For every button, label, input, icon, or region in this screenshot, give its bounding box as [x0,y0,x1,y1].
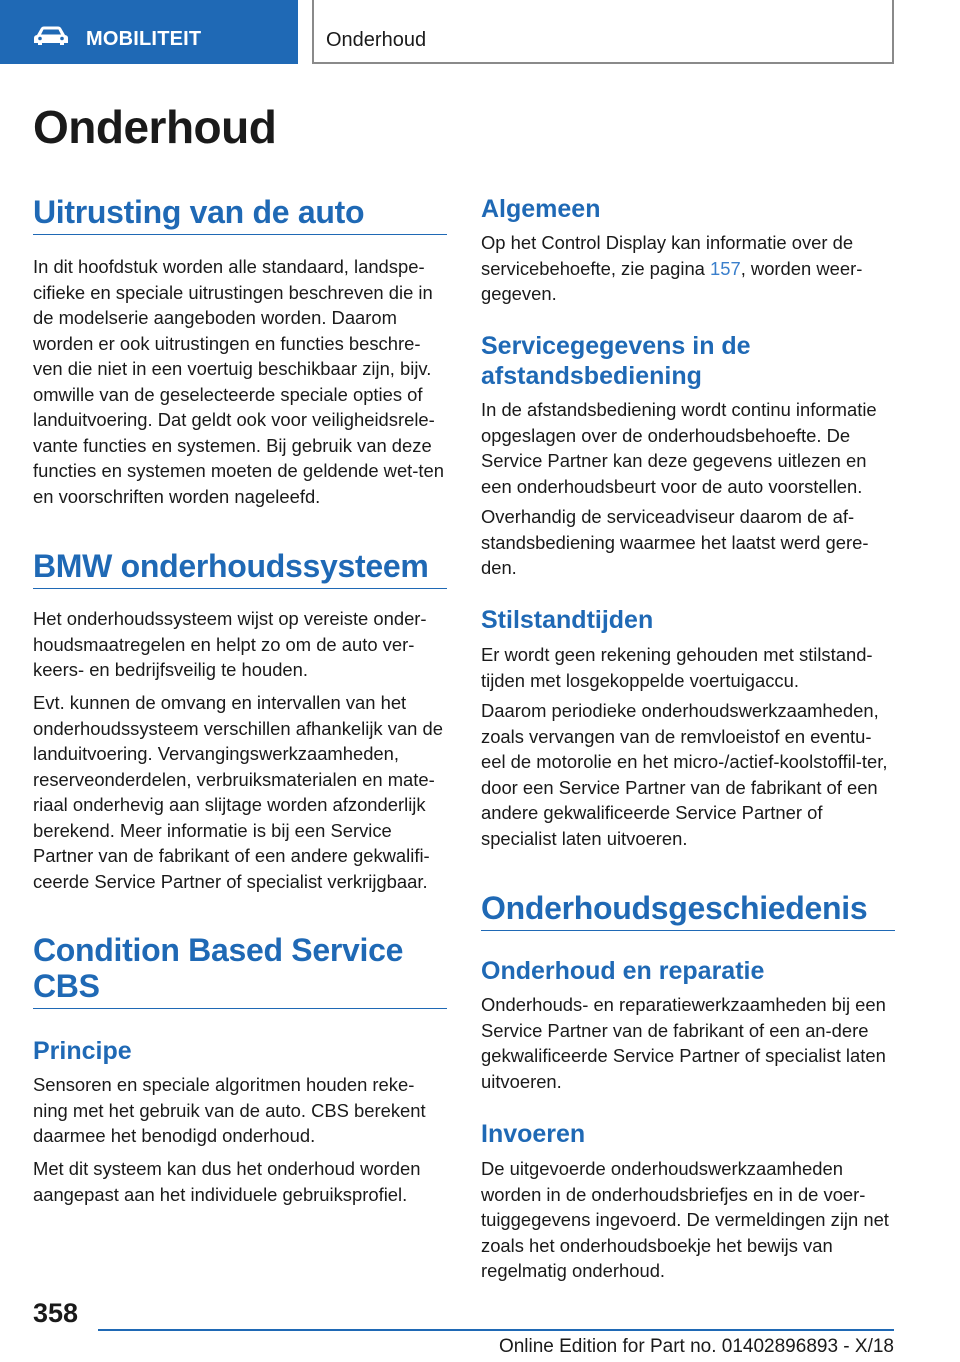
paragraph-principe-2: Met dit systeem kan dus het onderhoud worden aangepast aan het individuele gebruiksprofiel. [33,1158,421,1205]
paragraph-service-2: Overhandig de serviceadviseur daarom de af-standsbediening waarmee het laatst werd gere-den. [481,506,869,578]
section-header [312,0,894,64]
paragraph-bmw-1: Het onderhoudssysteem wijst op vereiste onder-houdsmaatregelen en helpt zo om de auto ver-keers- en bedrijfsveilig te houden. [33,608,427,680]
paragraph-stil-1: Er wordt geen rekening gehouden met stilstand-tijden met losgekoppelde voertuigaccu. [481,644,873,691]
chapter-tab-label: MOBILITEIT [86,28,202,50]
car-icon [33,26,69,46]
paragraph-algemeen-b: , worden weer-gegeven. [481,257,863,304]
footer-divider [98,1329,894,1331]
footer-edition: Online Edition for Part no. 01402896893 - X/18 [498,1336,894,1357]
heading-invoeren: Invoeren [481,1120,586,1148]
page-title: Onderhoud [33,101,277,153]
heading-stilstandtijden: Stilstandtijden [481,606,654,634]
page-link-157[interactable]: 157 [710,257,741,279]
paragraph-bmw-2: Evt. kunnen de omvang en intervallen van het onderhoudssysteem verschillen afhankelijk van de landuitvoering. Vervangingswerkzaamheden, reserveonderdelen, verbruiksmaterialen en mate-riaal onderhevig aan slijtage worden afzonderlijk berekend. Meer informatie is bij een Service Partner van de fabrikant of een andere gekwalifi-ceerde Service Partner of specialist verkrijgbaar. [33,692,443,892]
heading-onderhoud-en-reparatie: Onderhoud en reparatie [481,957,765,985]
paragraph-service-1: In de afstandsbediening wordt continu informatie opgeslagen over de onderhoudsbehoefte. De Service Partner kan deze gegevens uitlezen en een onderhoudsbeurt voor de auto voorstellen. [481,399,877,497]
paragraph-uitrusting: In dit hoofdstuk worden alle standaard, landspe-cifieke en speciale uitrustingen beschreven die in de modelserie aangeboden worden. Daarom worden er ook uitrustingen en functies beschre-ven die niet in een voertuig beschikbaar zijn, bijv. omwille van de geselecteerde speciale opties of landuitvoering. Dat geldt ook voor veiligheidsrele-vante functies en systemen. Bij gebruik van deze functies en systemen moeten de geldende wet-ten en voorschriften worden nageleefd. [33,256,444,507]
paragraph-principe-1: Sensoren en speciale algoritmen houden reke-ning met het gebruik van de auto. CBS berekent daarmee het benodigd onderhoud. [33,1074,426,1146]
heading-onderhoudsgeschiedenis: Onderhoudsgeschiedenis [481,890,895,931]
heading-uitrusting: Uitrusting van de auto [33,194,447,235]
paragraph-reparatie: Onderhouds- en reparatiewerkzaamheden bij een Service Partner van de fabrikant of een an-dere gekwalificeerde Service Partner of specialist laten uitvoeren. [481,994,886,1092]
paragraph-invoeren: De uitgevoerde onderhoudswerkzaamheden worden in de onderhoudsbriefjes en in de voer-tuiggegevens ingevoerd. De vermeldingen zijn net zoals het onderhoudsboekje het bewijs van regelmatig onderhoud. [481,1158,889,1281]
heading-servicegegevens: Servicegegevens in de afstandsbediening [481,332,751,390]
chapter-tab[interactable] [0,0,298,64]
heading-cbs: Condition Based Service CBS [33,932,447,1009]
paragraph-algemeen-a: Op het Control Display kan informatie over de servicebehoefte, zie pagina [481,232,854,279]
section-header-label: Onderhoud [326,29,427,51]
heading-algemeen: Algemeen [481,195,601,223]
paragraph-algemeen [481,230,895,307]
page-number: 358 [33,1298,79,1328]
heading-principe: Principe [33,1037,132,1065]
paragraph-stil-2: Daarom periodieke onderhoudswerkzaamheden, zoals vervangen van de remvloeistof en eventu-eel de motorolie en het micro-/actief-koolstoffil-ter, door een Service Partner van de fabrikant of een andere gekwalificeerde Service Partner of specialist laten uitvoeren. [481,700,888,849]
heading-bmw-onderhoudssysteem: BMW onderhoudssysteem [33,548,447,589]
